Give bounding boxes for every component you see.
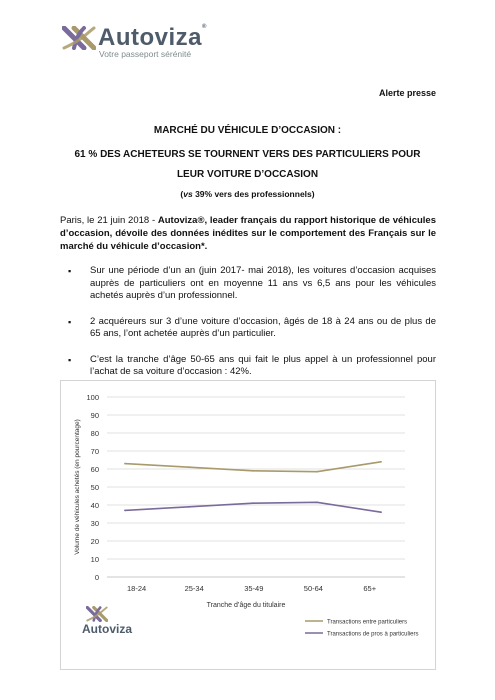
autoviza-x-mark-icon bbox=[62, 26, 96, 50]
square-bullet-icon: ▪ bbox=[68, 316, 72, 327]
autoviza-x-mark-icon bbox=[86, 606, 108, 622]
x-tick-label: 25-34 bbox=[184, 584, 204, 593]
alert-label: Alerte presse bbox=[378, 88, 436, 98]
x-tick-label: 35-49 bbox=[244, 584, 264, 593]
y-tick-label: 50 bbox=[90, 483, 99, 492]
y-tick-label: 30 bbox=[90, 519, 99, 528]
intro-dateline: Paris, le 21 juin 2018 - bbox=[60, 215, 158, 226]
footer-brand-name: Autoviza bbox=[82, 622, 133, 636]
brand-name: Autoviza® bbox=[98, 24, 207, 51]
list-item: ▪ Sur une période d’un an (juin 2017- mai 2018), les voitures d’occasion acquises auprès de particuliers ont en moyenne 11 ans vs 6,5 ans pour les véhicules achetés auprès d’un professionnel. bbox=[68, 265, 436, 301]
data-point bbox=[316, 501, 318, 503]
y-tick-label: 0 bbox=[94, 573, 99, 582]
y-tick-label: 100 bbox=[86, 393, 99, 402]
intro-bold-text: Autoviza®, leader français du rapport historique de véhicules d’occasion, dévoile des données inédites sur le comportement des Français sur le marché du véhicule d’occasion*. bbox=[60, 215, 436, 252]
y-axis-title: Volume de véhicules achetés (en pourcentage) bbox=[74, 419, 81, 555]
x-tick-label: 65+ bbox=[363, 584, 377, 593]
data-point bbox=[252, 470, 254, 472]
key-facts-list bbox=[68, 265, 436, 392]
y-tick-label: 20 bbox=[90, 537, 99, 546]
y-tick-label: 10 bbox=[90, 555, 99, 564]
y-tick-label: 40 bbox=[90, 501, 99, 510]
intro-paragraph bbox=[60, 214, 436, 253]
data-point bbox=[380, 461, 382, 463]
data-point bbox=[252, 502, 254, 504]
data-point bbox=[124, 510, 126, 512]
legend-label: Transactions de pros à particuliers bbox=[327, 631, 419, 638]
y-tick-label: 60 bbox=[90, 465, 99, 474]
title-line-3: (vs 39% vers des professionnels) bbox=[180, 189, 315, 199]
data-point bbox=[188, 466, 190, 468]
footer-autoviza-logo bbox=[82, 606, 142, 646]
y-tick-label: 90 bbox=[90, 411, 99, 420]
data-point bbox=[316, 471, 318, 473]
x-tick-label: 50-64 bbox=[303, 584, 323, 593]
press-titles bbox=[60, 125, 435, 199]
square-bullet-icon: ▪ bbox=[68, 354, 72, 365]
legend-label: Transactions entre particuliers bbox=[327, 619, 408, 626]
square-bullet-icon: ▪ bbox=[68, 266, 72, 276]
data-point bbox=[124, 463, 126, 465]
y-tick-label: 70 bbox=[90, 447, 99, 456]
title-line-1: MARCHÉ DU VÉHICULE D’OCCASION : bbox=[153, 125, 342, 136]
data-point bbox=[380, 511, 382, 513]
brand-tagline: Votre passeport sérénité bbox=[99, 49, 192, 59]
x-tick-label: 18-24 bbox=[127, 584, 147, 593]
list-item: ▪ C’est la tranche d’âge 50-65 ans qui fait le plus appel à un professionnel pour l’achat de sa voiture d’occasion : 42%. bbox=[68, 353, 436, 377]
autoviza-logo bbox=[62, 22, 222, 62]
y-tick-label: 80 bbox=[90, 429, 99, 438]
title-line-2: 61 % DES ACHETEURS SE TOURNENT VERS DES PARTICULIERS POUR LEUR VOITURE D’OCCASION bbox=[74, 149, 421, 180]
data-point bbox=[188, 506, 190, 508]
list-item: ▪ 2 acquéreurs sur 3 d’une voiture d’occasion, âgés de 18 à 24 ans ou de plus de 65 ans, l’ont achetée auprès d’un particulier. bbox=[68, 315, 436, 339]
x-axis-title: Tranche d’âge du titulaire bbox=[206, 602, 286, 609]
